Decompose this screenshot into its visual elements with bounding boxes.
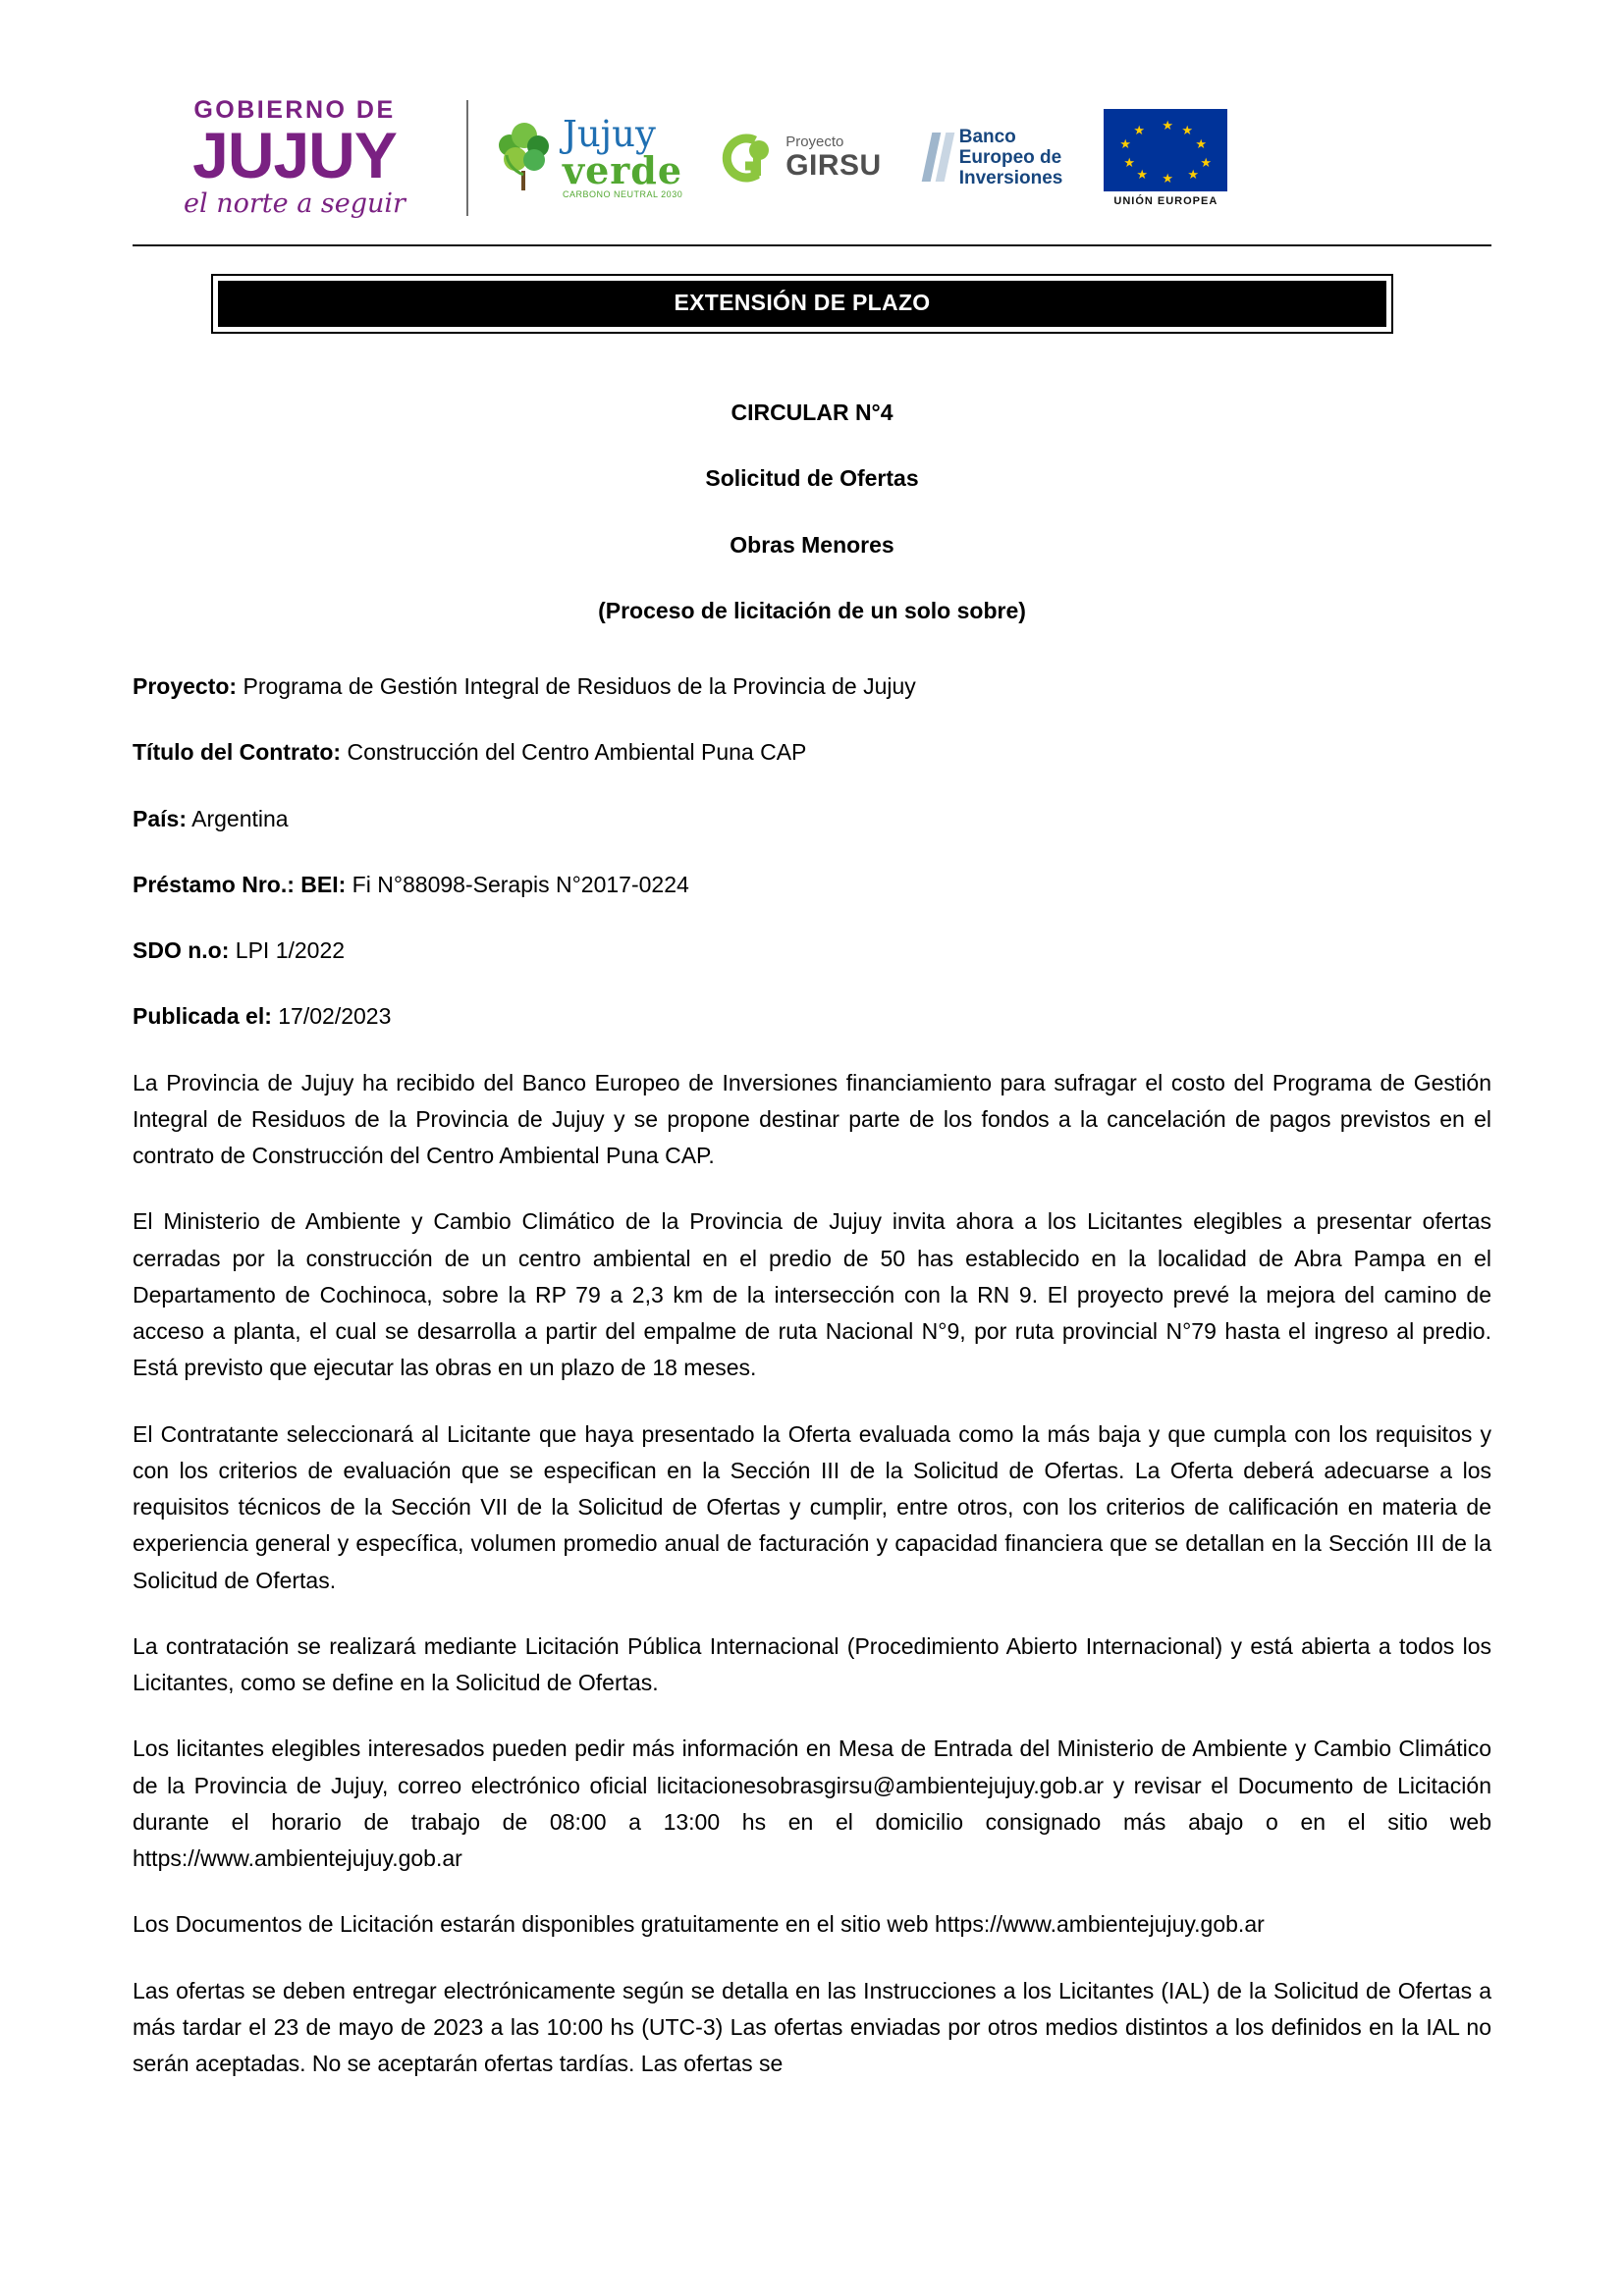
logo-verde-verde: verde xyxy=(563,148,683,192)
field-titulo-contrato-label: Título del Contrato: xyxy=(133,739,342,766)
field-prestamo xyxy=(133,867,1491,903)
field-pais-value: Argentina xyxy=(186,805,289,831)
girsu-proyecto-label: Proyecto xyxy=(785,133,844,150)
bei-line2: Europeo de xyxy=(958,146,1062,168)
logo-gobierno-label: GOBIERNO DE xyxy=(193,96,396,125)
field-sdo-value: LPI 1/2022 xyxy=(229,937,346,963)
title-solicitud: Solicitud de Ofertas xyxy=(705,465,919,492)
field-titulo-contrato-value: Construcción del Centro Ambiental Puna CAP xyxy=(341,739,807,766)
field-proyecto-label: Proyecto: xyxy=(133,673,238,699)
paragraph-1: La Provincia de Jujuy ha recibido del Banco Europeo de Inversiones financiamiento para sufragar el costo del Programa de Gestión Integral de Residuos de la Provincia de Jujuy y se propone destinar parte de los fondos a la cancelación de pagos previstos en el contrato de Construcción del Centro Ambiental Puna CAP. xyxy=(133,1069,1491,1168)
girsu-name-label: GIRSU xyxy=(785,148,882,182)
document-body xyxy=(133,395,1491,2082)
field-pais xyxy=(133,801,1491,837)
girsu-gp-icon xyxy=(716,127,779,189)
field-publicada xyxy=(133,998,1491,1035)
eu-flag-icon: ★ ★ ★ ★ ★ ★ ★ ★ ★ ★ xyxy=(1104,109,1227,191)
title-obras-menores: Obras Menores xyxy=(730,531,894,558)
header-rule xyxy=(133,244,1491,246)
paragraph-7: Las ofertas se deben entregar electrónicamente según se detalla en las Instrucciones a los Licitantes (IAL) de la Solicitud de Ofertas a más tardar el 23 de mayo de 2023 a las 10:00 hs (UTC-3) Las ofertas enviadas por otros medios distintos a los definidos en la IAL no serán aceptadas. No se aceptarán ofertas tardías. Las ofertas se xyxy=(133,1977,1491,2076)
logo-proyecto-girsu xyxy=(716,127,882,189)
logo-union-europea xyxy=(1104,109,1227,207)
field-proyecto xyxy=(133,668,1491,705)
banner-wrapper xyxy=(133,274,1491,334)
header-logo-bar xyxy=(133,77,1491,239)
field-prestamo-label: Préstamo Nro.: BEI: xyxy=(133,871,347,897)
field-publicada-value: 17/02/2023 xyxy=(271,1003,392,1030)
field-pais-label: País: xyxy=(133,805,187,831)
logo-verde-tagline: CARBONO NEUTRAL 2030 xyxy=(563,189,683,199)
bei-line3: Inversiones xyxy=(958,168,1063,189)
title-circular: CIRCULAR N°4 xyxy=(731,400,893,425)
field-publicada-label: Publicada el: xyxy=(133,1003,272,1030)
field-titulo-contrato xyxy=(133,734,1491,771)
banner-outer-border xyxy=(211,274,1393,334)
bei-bars-icon xyxy=(927,133,949,182)
paragraph-2: El Ministerio de Ambiente y Cambio Climático de la Provincia de Jujuy invita ahora a los Licitantes elegibles a presentar ofertas cerradas por la construcción de un centro ambiental en el predio de 50 has establecido en la localidad de Abra Pampa en el Departamento de Cochinoca, sobre la RP 79 a 2,3 km de la intersección con la RN 9. El proyecto prevé la mejora del camino de acceso a planta, el cual se desarrolla a partir del empalme de ruta Nacional N°9, por ruta provincial N°79 hasta el ingreso al predio. Está previsto que ejecutar las obras en un plazo de 18 meses. xyxy=(133,1208,1491,1381)
field-sdo xyxy=(133,933,1491,969)
logo-jujuy-wordmark: JUJUY xyxy=(192,119,397,192)
tree-icon xyxy=(494,120,555,196)
logo-jujuy-verde xyxy=(494,113,683,199)
logo-jujuy-slogan: el norte a seguir xyxy=(184,187,406,219)
title-proceso: (Proceso de licitación de un solo sobre) xyxy=(598,597,1026,623)
logo-gobierno-jujuy xyxy=(133,98,457,217)
extension-de-plazo-banner: EXTENSIÓN DE PLAZO xyxy=(218,281,1386,327)
paragraph-3: El Contratante seleccionará al Licitante que haya presentado la Oferta evaluada como la más baja y que cumpla con los requisitos y con los criterios de evaluación que se especifican en la Sección III de la Solicitud de Ofertas. La Oferta deberá adecuarse a los requisitos técnicos de la Sección VII de la Solicitud de Ofertas y cumplir, entre otros, con los criterios de calificación en materia de experiencia general y específica, volumen promedio anual de facturación y capacidad financiera que se detallan en la Sección III de la Solicitud de Ofertas. xyxy=(133,1420,1491,1593)
paragraph-6: Los Documentos de Licitación estarán disponibles gratuitamente en el sitio web https://www.ambientejujuy.gob.ar xyxy=(133,1911,1265,1938)
field-proyecto-value: Programa de Gestión Integral de Residuos de la Provincia de Jujuy xyxy=(237,673,916,699)
paragraph-5: Los licitantes elegibles interesados pueden pedir más información en Mesa de Entrada del Ministerio de Ambiente y Cambio Climático de la Provincia de Jujuy, correo electrónico oficial licitacionesobrasgirsu@ambientejujuy.gob.ar y revisar el Documento de Licitación durante el horario de trabajo de 08:00 a 13:00 hs en el domicilio consignado más abajo o en el sitio web https://www.ambientejujuy.gob.ar xyxy=(133,1735,1491,1871)
eu-caption: UNIÓN EUROPEA xyxy=(1113,194,1218,207)
logo-verde-jujuy: Jujuy xyxy=(563,113,656,155)
bei-line1: Banco xyxy=(958,126,1016,147)
paragraph-4: La contratación se realizará mediante Licitación Pública Internacional (Procedimiento Abierto Internacional) y está abierta a todos los Licitantes, como se define en la Solicitud de Ofertas. xyxy=(133,1632,1491,1695)
logo-banco-europeo-inversiones xyxy=(927,127,1063,189)
field-sdo-label: SDO n.o: xyxy=(133,937,230,963)
header-divider xyxy=(466,100,468,216)
field-prestamo-value: Fi N°88098-Serapis N°2017-0224 xyxy=(346,871,689,897)
